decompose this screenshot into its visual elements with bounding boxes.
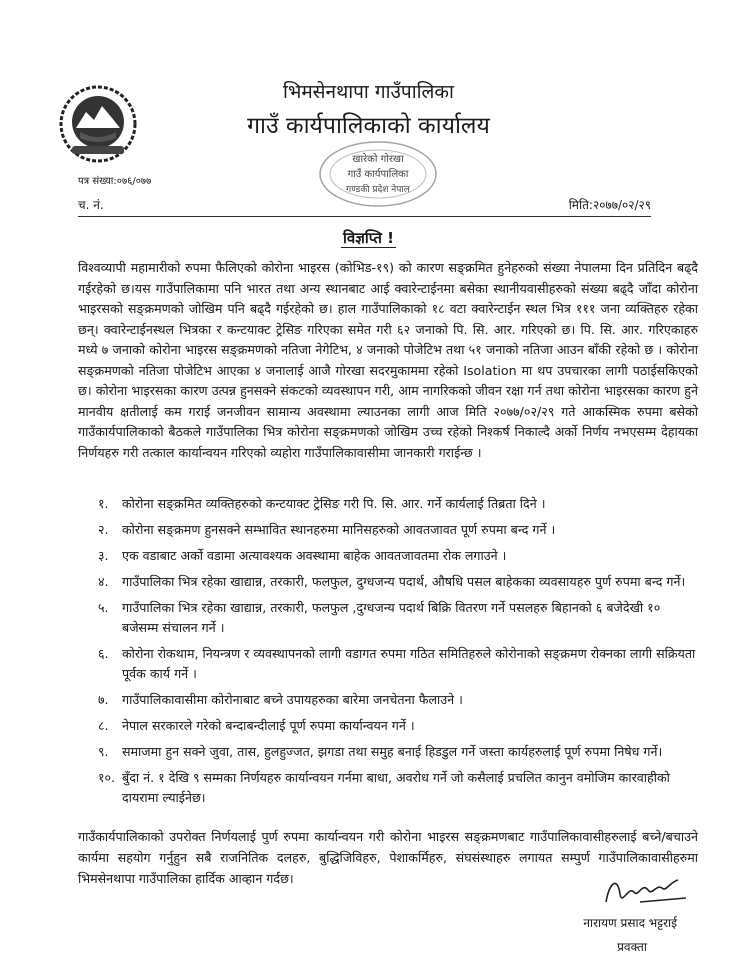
stamp-line-2: गाउँ कार्यपालिका [347,169,409,180]
reference-number: पत्र संख्या:०७६/०७७ [78,176,152,187]
decision-number: १०. [98,770,116,785]
notice-title-text: विज्ञप्ति ! [343,229,394,247]
notice-body: विश्वव्यापी महामारीको रुपमा फैलिएको कोरोना भाइरस (कोभिड-१९) को कारण सङ्क्रमित हुनेहरुको संख्या नेपालमा दिन प्रतिदिन बढ्दै गईरहेको छ।यस गाउँपालिकामा पनि भारत तथा अन्य स्थानबाट आई क्वारेन्टाईनमा बसेका स्थानीयवासीहरुको संख्या बढ्दै जाँदा कोरोना भाइरसको सङ्क्रमणको जोखिम पनि बढ्दै गईरहेको छ। हाल गाउँपालिकाको १८ वटा क्वारेन्टाईन स्थल भित्र १११ जना व्यक्तिहरु रहेका छन्। क्वारेन्टाईनस्थल भित्रका र कन्टयाक्ट ट्रेसिङ गरिएका समेत गरी ६२ जनाको पि. सि. आर. गरिएको छ। पि. सि. आर. गरिएकाहरु मध्ये ७ जनाको कोरोना भाइरस सङ्क्रमणको नतिजा नेगेटिभ, ४ जनाको पोजेटिभ तथा ५१ जनाको नतिजा आउन बाँकी रहेको छ । कोरोना सङ्क्रमणको नतिजा पोजेटिभ आएका ४ जनालाई आजै गोरखा सदरमुकाममा रहेको Isolation मा थप उपचारका लागी पठाईसकिएको छ। कोरोना भाइरसका कारण उत्पन्न हुनसक्ने संकटको व्यवस्थापन गरी, आम नागरिकको जीवन रक्षा गर्न तथा कोरोना भाइरसका कारण हुने मानवीय क्षतीलाई कम गराई जनजीवन सामान्य अवस्थामा ल्याउनका लागी आज मिति २०७७/०२/२९ गते आकस्मिक रुपमा बसेको गाउँकार्यपालिकाको बैठकले गाउँपालिका भित्र कोरोना सङ्क्रमणको जोखिम उच्च रहेको निश्कर्ष निकाल्दै अर्को निर्णय नभएसम्म देहायका निर्णयहरु गरी तत्काल कार्यान्वयन गरिएको व्यहोरा गाउँपालिकावासीमा जानकारी गराईन्छ । [78,260,699,460]
decision-number: २. [98,522,109,537]
decision-text: कोरोना सङ्क्रमण हुनसक्ने सम्भावित स्थानहरुमा मानिसहरुको आवतजावत पूर्ण रुपमा बन्द गर्ने । [122,522,556,537]
decision-text: गाउँपालिका भित्र रहेका खाद्यान्न, तरकारी, फलफुल, दुग्धजन्य पदार्थ, औषधि पसल बाहेकका व्यवसायहरु पुर्ण रुपमा बन्द गर्ने। [122,574,686,589]
office-name: गाउँ कार्यपालिकाको कार्यालय [247,113,490,139]
decision-item [98,572,698,592]
stamp-line-3: गण्डकी प्रदेश नेपाल [346,185,410,195]
decision-number: १. [98,496,109,511]
decision-text: कोरोना रोकथाम, नियन्त्रण र व्यवस्थापनको लागी वडागत रुपमा गठित समितिहरुले कोरोनाको सङ्क्रमण रोक्नका लागी सक्रियता पूर्वक कार्य गर्ने । [122,646,696,681]
decision-item [98,716,698,736]
decision-text: कोरोना सङ्क्रमित व्यक्तिहरुको कन्टयाक्ट ट्रेसिङ गरी पि. सि. आर. गर्ने कार्यलाई तिब्रता दिने । [122,496,546,511]
handwritten-signature [600,872,690,910]
decision-number: ९. [98,744,109,759]
decision-item [98,644,698,684]
decision-number: ६. [98,646,109,661]
decision-item [98,742,698,762]
decision-text: गाउँपालिकावासीमा कोरोनाबाट बच्ने उपायहरुका बारेमा जनचेतना फैलाउने । [122,692,463,707]
header-divider [78,216,651,217]
decision-number: ४. [98,574,109,589]
decision-item [98,690,698,710]
decision-number: ७. [98,692,109,707]
decision-text: समाजमा हुन सक्ने जुवा, तास, हुलहुज्जत, झगडा तथा समुह बनाई हिडडुल गर्ने जस्ता कार्यहरुलाई पूर्ण रुपमा निषेध गर्ने। [122,744,663,759]
decision-item [98,520,698,540]
decision-number: ८. [98,718,109,733]
decision-text: गाउँपालिका भित्र रहेका खाद्यान्न, तरकारी, फलफुल ,दुग्धजन्य पदार्थ बिक्रि वितरण गर्ने पसलहरु बिहानको ६ बजेदेखी १० बजेसम्म संचालन गर्ने । [122,600,661,635]
municipality-name: भिमसेनथापा गाउँपालिका [283,81,454,103]
decision-item [98,768,698,808]
signatory-name: नारायण प्रसाद भट्टराई [583,916,677,930]
stamp-line-1: खारेको गोरखा [352,154,404,165]
decision-number: ५. [98,600,109,615]
decision-list [98,494,698,814]
office-stamp [318,140,438,208]
decision-text: बुँदा नं. १ देखि ९ सम्मका निर्णयहरु कार्यान्वयन गर्नमा बाधा, अवरोध गर्ने जो कसैलाई प्रचलित कानुन वमोजिम कारवाहीको दायरामा ल्याईनेछ। [122,770,670,805]
closing-paragraph: गाउँकार्यपालिकाको उपरोक्त निर्णयलाई पुर्ण रुपमा कार्यान्वयन गरी कोरोना भाइरस सङ्क्रमणबाट गाउँपालिकावासीहरुलाई बच्ने/बचाउने कार्यमा सहयोग गर्नुहुन सबै राजनितिक दलहरु, बुद्धिजिविहरु, पेशाकर्मिहरु, संघसंस्थाहरु लगायत सम्पुर्ण गाउँपालिकावासीहरुमा भिमसेनथापा गाउँपालिका हार्दिक आव्हान गर्दछ। [78,829,698,886]
signatory-role: प्रवक्ता [617,940,647,954]
dispatch-number: च. नं. [78,198,104,212]
decision-text: नेपाल सरकारले गरेको बन्दाबन्दीलाई पूर्ण रुपमा कार्यान्वयन गर्ने । [122,718,415,733]
decision-number: ३. [98,548,109,563]
decision-item [98,494,698,514]
notice-title [0,228,737,248]
decision-item [98,546,698,566]
notice-date: मिति:२०७७/०२/२९ [568,198,651,212]
decision-text: एक वडाबाट अर्को वडामा अत्यावश्यक अवस्थामा बाहेक आवतजावतमा रोक लगाउने । [122,548,507,563]
decision-item [98,598,698,638]
